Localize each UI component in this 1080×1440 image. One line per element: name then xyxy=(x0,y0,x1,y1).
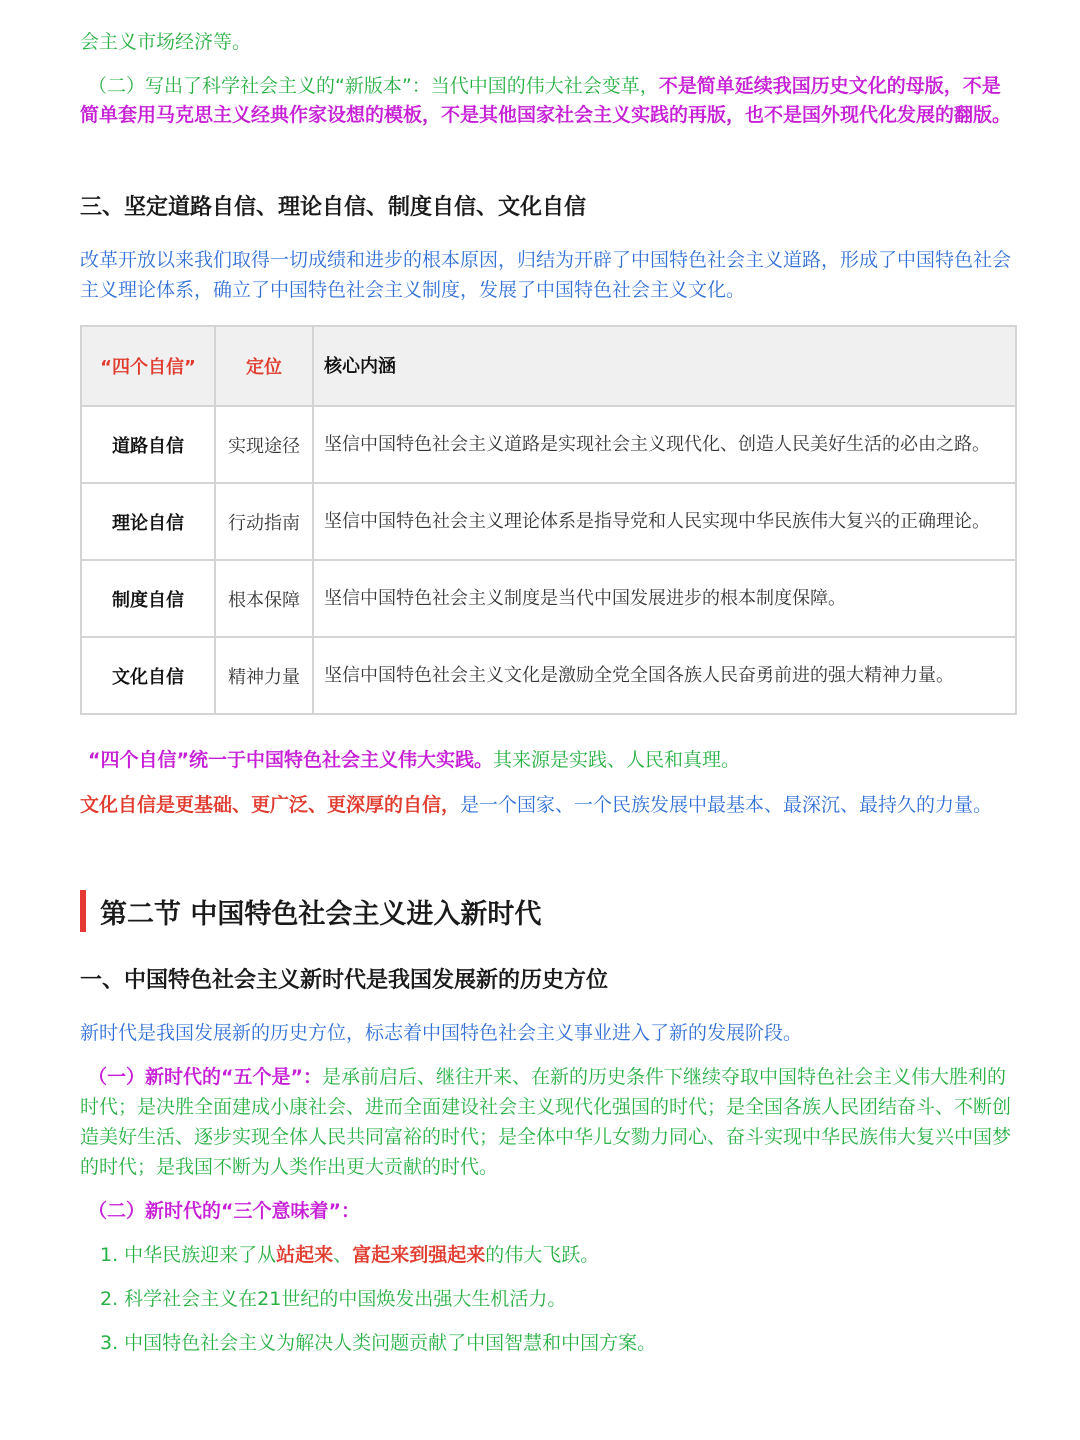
table-cell: 理论自信 xyxy=(81,483,215,560)
culture-emphasis: 文化自信是更基础、更广泛、更深厚的自信， xyxy=(80,794,461,816)
list-item xyxy=(100,1240,599,1267)
section3-intro: 改革开放以来我们取得一切成绩和进步的根本原因，归结为开辟了中国特色社会主义道路，形成了中国特色社会主义理论体系，确立了中国特色社会主义制度，发展了中国特色社会主义文化。 xyxy=(80,249,1012,301)
table-cell: 坚信中国特色社会主义道路是实现社会主义现代化、创造人民美好生活的必由之路。 xyxy=(313,406,1016,483)
header-position: 定位 xyxy=(215,326,313,406)
list-item-emphasis: 站起来 xyxy=(276,1244,334,1266)
table-row xyxy=(81,483,1016,560)
list-item: 3. 中国特色社会主义为解决人类问题贡献了中国智慧和中国方案。 xyxy=(100,1332,657,1354)
table-cell: 道路自信 xyxy=(81,406,215,483)
list-item-text: 1. 中华民族迎来了从 xyxy=(100,1244,277,1266)
list-item-text: 的伟大飞跃。 xyxy=(485,1244,600,1266)
table-cell: 制度自信 xyxy=(81,560,215,637)
culture-paragraph xyxy=(80,790,995,820)
unity-paragraph xyxy=(80,745,1015,775)
table-row xyxy=(81,637,1016,714)
section2-heading-block xyxy=(80,890,541,932)
four-confidences-table xyxy=(80,325,1017,715)
five-is-label: （一）新时代的“五个是”： xyxy=(88,1066,322,1088)
section2-heading: 第二节 中国特色社会主义进入新时代 xyxy=(100,898,542,930)
new-version-paragraph xyxy=(80,72,1015,130)
culture-rest: 是一个国家、一个民族发展中最基本、最深沉、最持久的力量。 xyxy=(460,794,993,816)
unity-emphasis: “四个自信”统一于中国特色社会主义伟大实践。 xyxy=(88,749,493,771)
table-cell: 坚信中国特色社会主义理论体系是指导党和人民实现中华民族伟大复兴的正确理论。 xyxy=(313,483,1016,560)
table-cell: 坚信中国特色社会主义制度是当代中国发展进步的根本制度保障。 xyxy=(313,560,1016,637)
table-cell: 根本保障 xyxy=(215,560,313,637)
table-cell: 文化自信 xyxy=(81,637,215,714)
top-line: 会主义市场经济等。 xyxy=(80,31,252,53)
section3-heading: 三、坚定道路自信、理论自信、制度自信、文化自信 xyxy=(80,195,587,220)
list-item: 2. 科学社会主义在21世纪的中国焕发出强大生机活力。 xyxy=(100,1288,567,1310)
header-core-meaning: 核心内涵 xyxy=(313,326,1016,406)
three-means-label: （二）新时代的“三个意味着”： xyxy=(88,1200,360,1222)
table-cell: 精神力量 xyxy=(215,637,313,714)
five-is-text: 是承前启后、继往开来、在新的历史条件下继续夺取中国特色社会主义伟大胜利的时代；是决胜全面建成小康社会、进而全面建设社会主义现代化强国的时代；是全国各族人民团结奋斗、不断创造美好生活、逐步实现全体人民共同富裕的时代；是全体中华儿女勠力同心、奋斗实现中华民族伟大复兴中国梦的时代；是我国不断为人类作出更大贡献的时代。 xyxy=(80,1066,1012,1178)
list-item-text: 、 xyxy=(333,1244,353,1266)
table-row xyxy=(81,560,1016,637)
unity-rest: 其来源是实践、人民和真理。 xyxy=(492,749,740,771)
table-header-row xyxy=(81,326,1016,406)
new-era-intro: 新时代是我国发展新的历史方位，标志着中国特色社会主义事业进入了新的发展阶段。 xyxy=(80,1022,803,1044)
list-item-emphasis: 富起来到强起来 xyxy=(352,1244,486,1266)
five-is-paragraph xyxy=(80,1062,1015,1182)
table-row xyxy=(81,406,1016,483)
heading-accent-bar xyxy=(80,890,86,932)
new-version-emphasis: 不是简单延续我国历史文化的母版，不是简单套用马克思主义经典作家设想的模板，不是其他国家社会主义实践的再版，也不是国外现代化发展的翻版。 xyxy=(80,75,1012,126)
table-cell: 实现途径 xyxy=(215,406,313,483)
new-version-prefix: （二）写出了科学社会主义的“新版本”：当代中国的伟大社会变革， xyxy=(88,75,659,97)
table-cell: 行动指南 xyxy=(215,483,313,560)
table-cell: 坚信中国特色社会主义文化是激励全党全国各族人民奋勇前进的强大精神力量。 xyxy=(313,637,1016,714)
sub1-heading: 一、中国特色社会主义新时代是我国发展新的历史方位 xyxy=(80,968,609,993)
header-confidence: “四个自信” xyxy=(81,326,215,406)
